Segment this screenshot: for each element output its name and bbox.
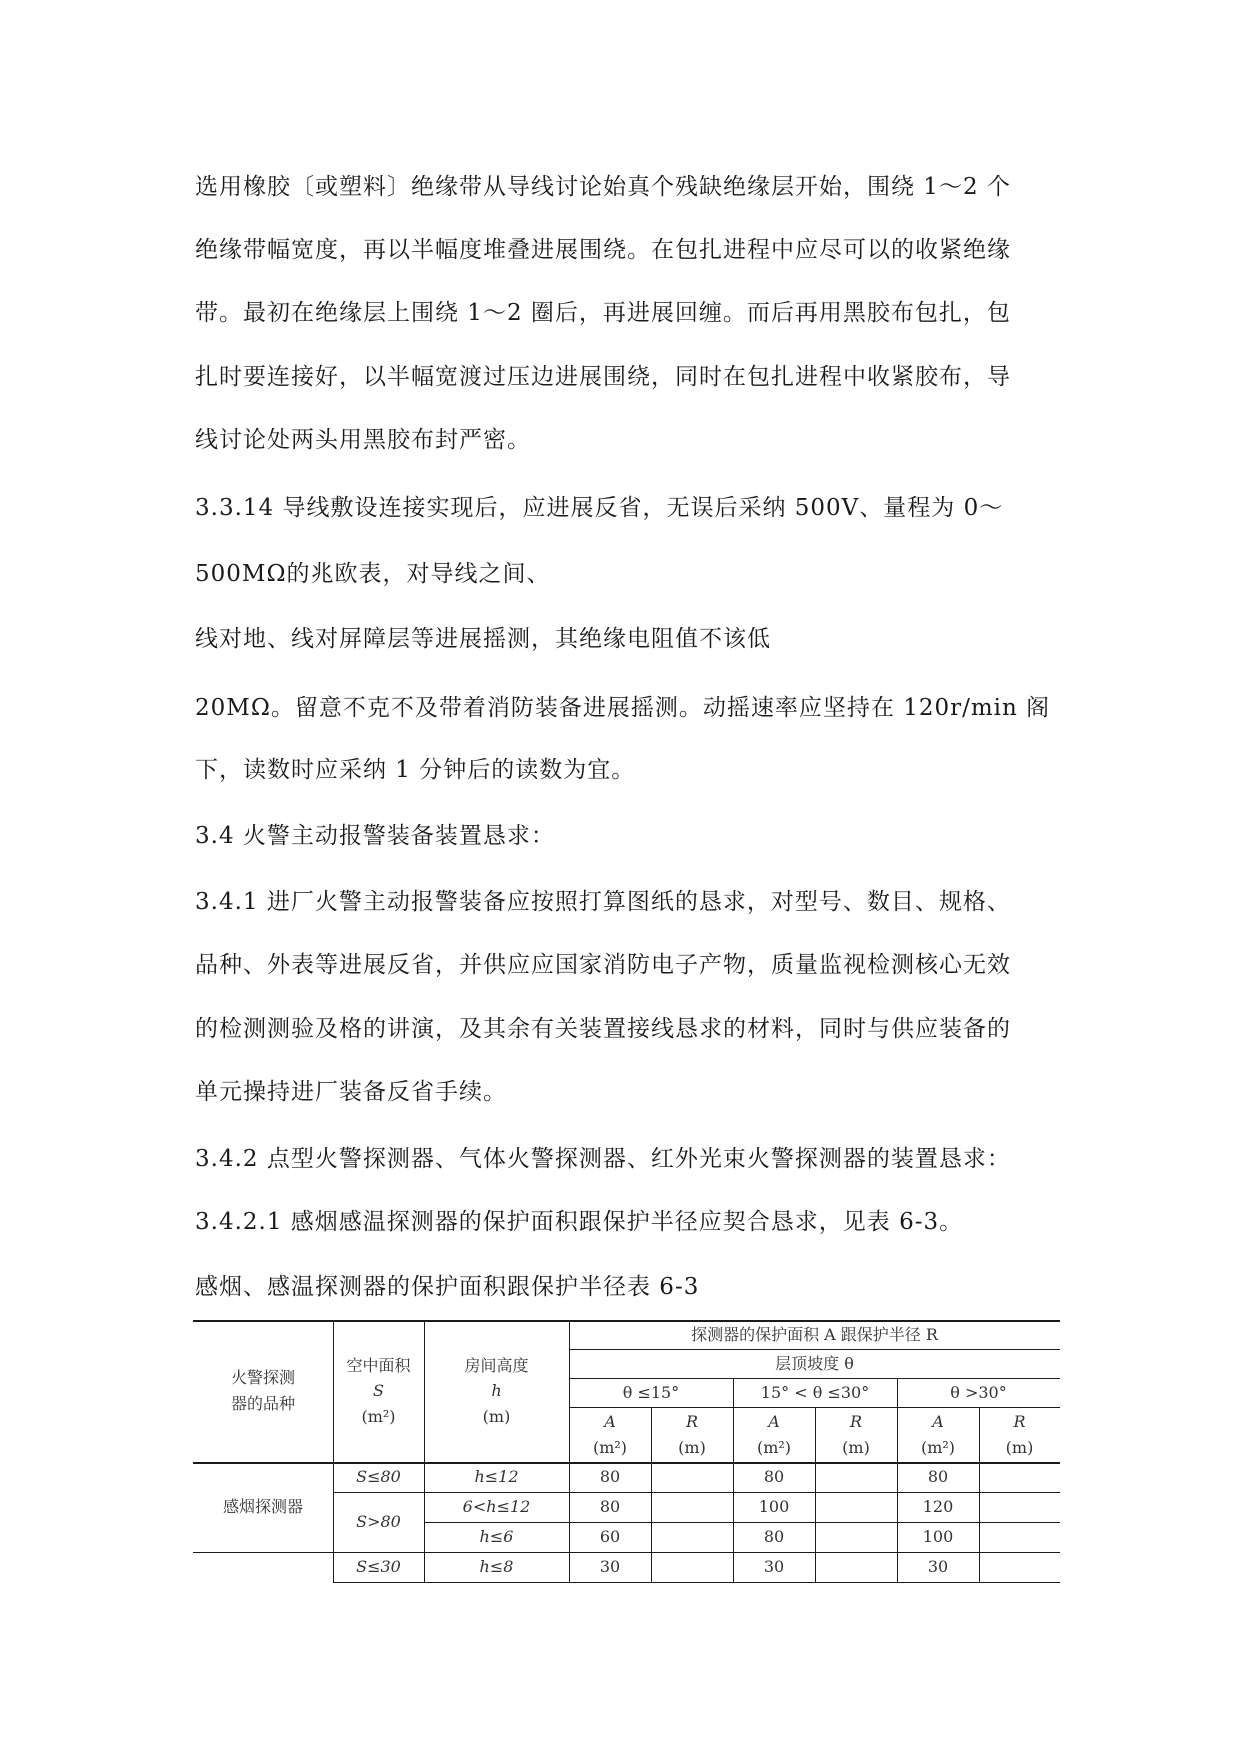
cell-r3-a1: 60: [599, 1527, 621, 1547]
cell-height-row4-text: h≤8: [479, 1557, 514, 1577]
paragraph-line-17: 3.4.2.1 感烟感温探测器的保护面积跟保护半径应契合恳求，见表 6-3。: [195, 1209, 964, 1235]
paragraph-line-4: 扎时要连接好，以半幅宽渡过压边进展围绕，同时在包扎进程中收紧胶布，导: [195, 364, 1011, 390]
header-r-3-unit: (m): [1005, 1437, 1034, 1457]
cell-r4-a2: 30: [763, 1557, 785, 1577]
header-area-label: 空中面积: [346, 1355, 411, 1375]
table-caption: 感烟、感温探测器的保护面积跟保护半径表 6-3: [195, 1274, 700, 1300]
header-r-1-symbol: R: [685, 1411, 699, 1431]
header-slope: 层顶坡度 θ: [775, 1353, 854, 1373]
header-detector-type-line1: 火警探测: [230, 1368, 295, 1388]
cell-r3-a3: 100: [922, 1527, 954, 1547]
header-height-label: 房间高度: [464, 1355, 529, 1375]
cell-area-row2: [333, 1492, 424, 1552]
cell-r1-a3: 80: [927, 1467, 949, 1487]
paragraph-line-1: 选用橡胶〔或塑料〕绝缘带从导线讨论始真个残缺绝缘层开始，围绕 1～2 个: [195, 174, 1011, 200]
header-r-2-symbol: R: [849, 1411, 863, 1431]
detector-coverage-table: [193, 1320, 1060, 1596]
paragraph-line-6: 3.3.14 导线敷设连接实现后，应进展反省，无误后采纳 500V、量程为 0～: [195, 495, 1004, 521]
cell-r2-a1: 80: [599, 1497, 621, 1517]
cell-r4-a1: 30: [599, 1557, 621, 1577]
header-slope-range-3: θ >30°: [950, 1382, 1007, 1402]
header-a-2-symbol: A: [768, 1411, 780, 1431]
header-slope-range-2: 15° < θ ≤30°: [760, 1382, 870, 1402]
header-height-symbol: h: [491, 1381, 502, 1401]
header-a-3: [897, 1407, 979, 1462]
section-heading-3-4: 3.4 火警主动报警装备装置恳求：: [195, 823, 555, 849]
cell-height-row3: [424, 1522, 569, 1552]
header-a-1: [569, 1407, 651, 1462]
table-bottom-rule: [333, 1582, 1060, 1583]
header-r-1: [651, 1407, 733, 1462]
header-a-2-unit: (m²): [756, 1437, 792, 1457]
cell-area-row4: [333, 1552, 424, 1582]
header-a-1-symbol: A: [604, 1411, 616, 1431]
header-a-1-unit: (m²): [592, 1437, 628, 1457]
paragraph-line-10: 下，读数时应采纳 1 分钟后的读数为宜。: [195, 757, 636, 783]
paragraph-line-15: 单元操持进厂装备反省手续。: [195, 1079, 507, 1105]
paragraph-line-13: 品种、外表等进展反省，并供应应国家消防电子产物，质量监视检测核心无效: [195, 952, 1011, 978]
cell-area-row1-text: S≤80: [356, 1467, 401, 1487]
paragraph-line-8: 线对地、线对屏障层等进展摇测，其绝缘电阻值不该低: [195, 626, 771, 652]
header-r-2: [815, 1407, 897, 1462]
header-height: [424, 1320, 569, 1462]
header-a-3-unit: (m²): [920, 1437, 956, 1457]
paragraph-line-16: 3.4.2 点型火警探测器、气体火警探测器、红外光束火警探测器的装置恳求：: [195, 1146, 1011, 1172]
paragraph-line-3: 带。最初在绝缘层上围绕 1～2 圈后，再进展回缠。而后再用黑胶布包扎，包: [195, 300, 1011, 326]
paragraph-line-2: 绝缘带幅宽度，再以半幅度堆叠进展围绕。在包扎进程中应尽可以的收紧绝缘: [195, 237, 1011, 263]
cell-r2-a3: 120: [922, 1497, 954, 1517]
cell-area-row2-text: S>80: [356, 1512, 401, 1532]
cell-r1-a1: 80: [599, 1467, 621, 1487]
cell-height-row2: [424, 1492, 569, 1522]
header-a-3-symbol: A: [932, 1411, 944, 1431]
cell-height-row2-text: 6<h≤12: [462, 1497, 531, 1517]
header-a-2: [733, 1407, 815, 1462]
paragraph-line-12: 3.4.1 进厂火警主动报警装备应按照打算图纸的恳求，对型号、数目、规格、: [195, 889, 1011, 915]
cell-r1-a2: 80: [763, 1467, 785, 1487]
header-detector-type: [193, 1320, 333, 1462]
cell-height-row1-text: h≤12: [474, 1467, 519, 1487]
paragraph-line-9: 20MΩ。留意不克不及带着消防装备进展摇测。动摇速率应坚持在 120r/min 阁: [195, 695, 1051, 721]
header-r-2-unit: (m): [842, 1437, 870, 1457]
header-r-1-unit: (m): [678, 1437, 706, 1457]
cell-height-row3-text: h≤6: [479, 1527, 514, 1547]
cell-r4-a3: 30: [927, 1557, 949, 1577]
cell-area-row4-text: S≤30: [356, 1557, 401, 1577]
paragraph-line-14: 的检测测验及格的讲演，及其余有关装置接线恳求的材料，同时与供应装备的: [195, 1016, 1011, 1042]
header-height-unit: (m): [482, 1406, 511, 1426]
paragraph-line-7: 500MΩ的兆欧表，对导线之间、: [195, 561, 551, 587]
header-area: [333, 1320, 424, 1462]
header-area-unit: (m²): [361, 1406, 396, 1426]
header-coverage: 探测器的保护面积 A 跟保护半径 R: [691, 1324, 938, 1344]
header-r-3: [979, 1407, 1060, 1462]
cell-r3-a2: 80: [763, 1527, 785, 1547]
cell-type-smoke: 感烟探测器: [222, 1497, 303, 1517]
header-area-symbol: S: [373, 1381, 384, 1401]
header-detector-type-line2: 器的品种: [230, 1394, 295, 1413]
cell-r2-a2: 100: [758, 1497, 790, 1517]
cell-area-row1: [333, 1462, 424, 1492]
header-slope-range-1: θ ≤15°: [622, 1382, 680, 1402]
cell-height-row1: [424, 1462, 569, 1492]
paragraph-line-5: 线讨论处两头用黑胶布封严密。: [195, 427, 531, 453]
header-r-3-symbol: R: [1013, 1411, 1026, 1431]
cell-height-row4: [424, 1552, 569, 1582]
